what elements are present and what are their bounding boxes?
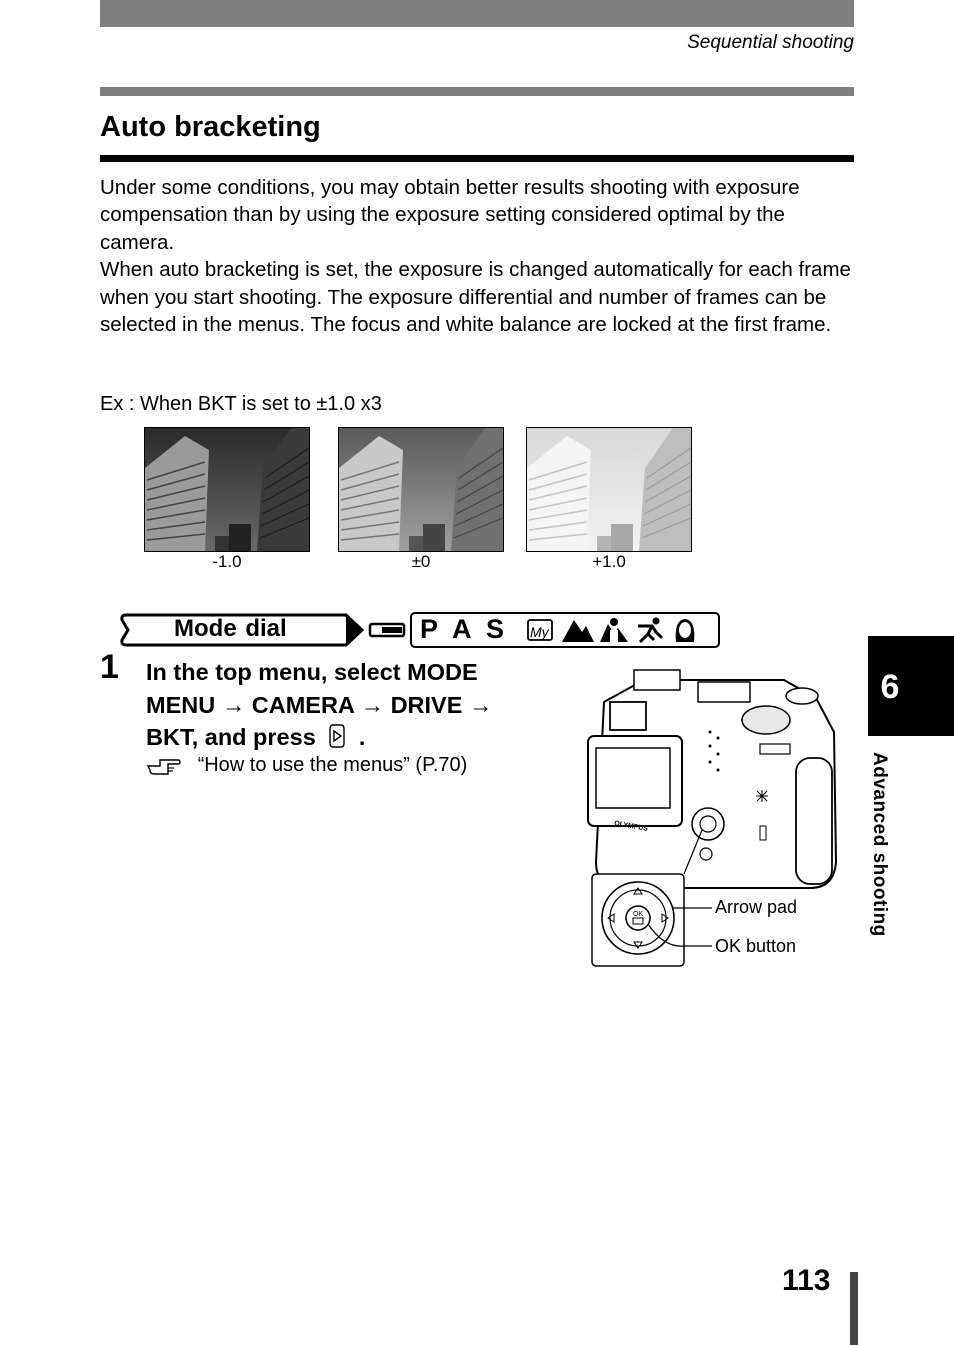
- header-bar: [100, 0, 854, 27]
- pointing-hand-icon: [146, 754, 182, 776]
- camera-illustration: [584, 662, 844, 970]
- landscape-icon: [560, 616, 596, 644]
- ok-button-label: OK: [632, 911, 644, 918]
- step-number: 1: [100, 648, 119, 686]
- ok-button-callout: OK button: [715, 936, 797, 956]
- paragraph-2: When auto bracketing is set, the exposure is changed automatically for each frame when you start shooting. The exposure differential and number of frames can be selected in the menus. The focus and white balance are locked at the first frame.: [100, 258, 851, 337]
- portrait-icon: [670, 616, 700, 644]
- portrait-landscape-icon: [598, 616, 630, 644]
- title-rule-top: [100, 87, 854, 96]
- sports-icon: [634, 616, 666, 644]
- chapter-number: 6: [880, 668, 900, 706]
- bracket-photo-dark: [144, 427, 310, 552]
- page-number-bar: [850, 1272, 858, 1345]
- menu-reference-text: “How to use the menus” (P.70): [197, 754, 468, 776]
- paragraph-1: Under some conditions, you may obtain better results shooting with exposure compensation than by using the exposure setting considered optimal by the camera.: [100, 176, 800, 254]
- body-text: [100, 174, 856, 338]
- bracket-photo-bright: [526, 427, 692, 552]
- photo-caption-plus: +1.0: [592, 552, 626, 571]
- step-line-3-text: BKT, and press: [146, 724, 316, 750]
- menu-reference: [146, 754, 467, 777]
- chapter-label: Advanced shooting: [869, 752, 890, 937]
- step-line-2: MENU → CAMERA → DRIVE →: [146, 691, 493, 718]
- photo-caption-zero: ±0: [411, 552, 431, 571]
- step-line-3: [146, 721, 566, 754]
- step-line-3-end: .: [358, 724, 366, 750]
- example-label: Ex : When BKT is set to ±1.0 x3: [100, 393, 382, 415]
- title-rule-bottom: [100, 155, 854, 162]
- arrow-pad-right-icon: [326, 723, 348, 749]
- section-label: Sequential shooting: [687, 32, 854, 53]
- camera-brand: OLYMPUS: [613, 820, 649, 833]
- camera-card-icon: [368, 618, 408, 642]
- photo-caption-minus: -1.0: [212, 552, 242, 571]
- arrow-pad-callout: Arrow pad: [715, 897, 798, 917]
- page-number: 113: [782, 1264, 831, 1297]
- bracket-photo-normal: [338, 427, 504, 552]
- mode-icons-box: [410, 612, 720, 648]
- mode-dial-label: Mode dial: [174, 615, 287, 642]
- mode-dial-row: [118, 612, 718, 648]
- page-title: Auto bracketing: [100, 111, 321, 143]
- my-mode-icon: [526, 616, 556, 644]
- step-line-1: In the top menu, select MODE: [146, 659, 478, 685]
- step-instruction: [146, 656, 566, 754]
- svg-text:My: My: [530, 624, 549, 640]
- mode-letters: P A S: [420, 614, 509, 644]
